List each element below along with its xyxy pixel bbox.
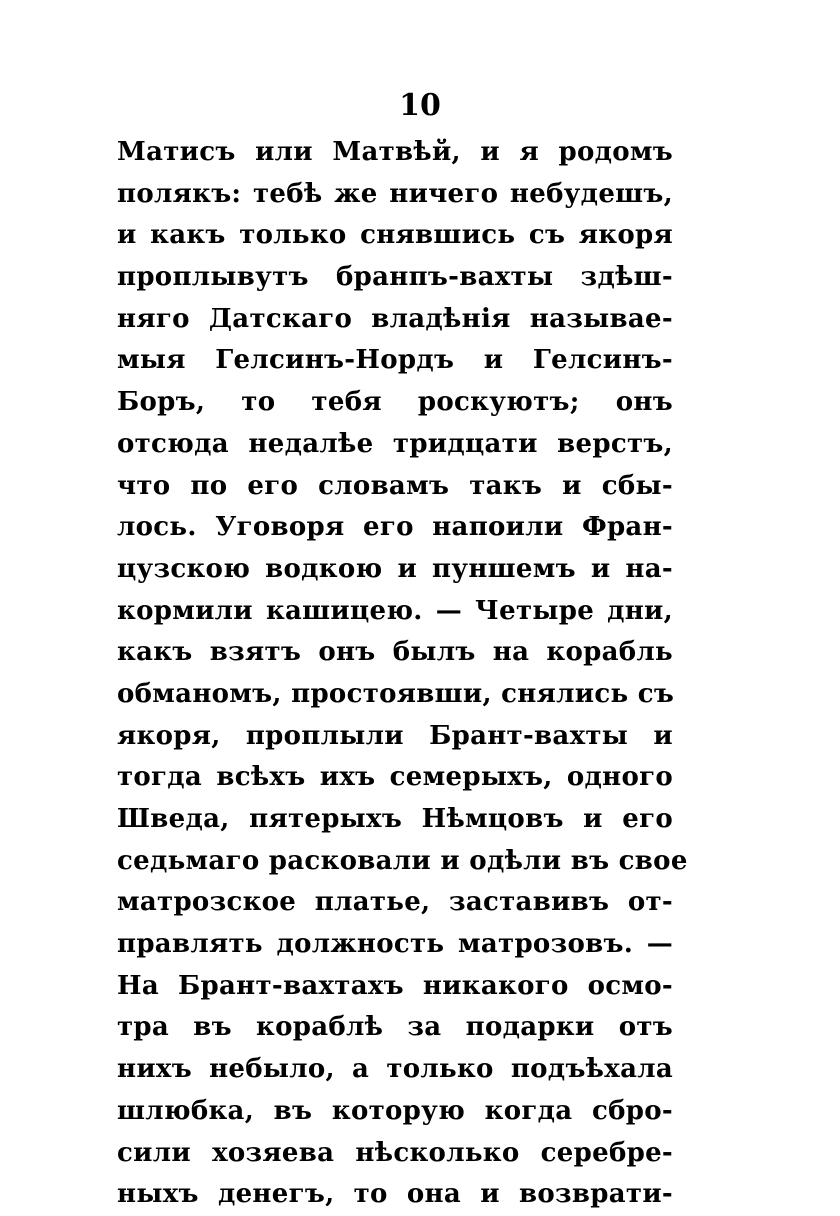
text-line: нихъ небыло, а только подъѣхала: [117, 1054, 673, 1085]
text-line: якоря, проплыли Брант-вахты и: [117, 720, 673, 751]
text-line: тогда всѣхъ ихъ семерыхъ, одного: [117, 762, 673, 793]
text-line: лось. Уговоря его напоили Фран-: [117, 512, 673, 543]
text-line: Боръ, то тебя роскуютъ; онъ: [117, 387, 673, 418]
text-line: цузскою водкою и пуншемъ и на-: [117, 553, 673, 584]
text-line: седьмаго расковали и одѣли въ свое: [117, 845, 688, 876]
body-text: [117, 132, 688, 1216]
text-line: какъ взятъ онъ былъ на корабль: [117, 637, 673, 668]
text-line: Шведа, пятерыхъ Нѣмцовъ и его: [117, 804, 673, 834]
text-line: и какъ только снявшись съ якоря: [117, 220, 673, 251]
text-line: матрозское платье, заставивъ от-: [117, 887, 673, 918]
text-line: шлюбка, въ которую когда сбро-: [117, 1095, 673, 1126]
text-line: сили хозяева нѣсколько серебре-: [117, 1137, 673, 1168]
text-line: что по его словамъ такъ и сбы-: [117, 470, 673, 501]
text-line: отсюда недалѣе тридцати верстъ,: [117, 428, 673, 459]
text-line: правлять должность матрозовъ. —: [117, 929, 673, 960]
text-line: На Брант-вахтахъ никакого осмо-: [117, 970, 673, 1001]
page-number: 10: [399, 88, 441, 123]
text-line: тра въ кораблѣ за подарки отъ: [117, 1012, 673, 1043]
text-line: полякъ: тебѣ же ничего небудешъ,: [117, 178, 673, 209]
text-line: мыя Гелсинъ-Нордъ и Гелсинъ-: [117, 345, 673, 376]
text-line: обманомъ, простоявши, снялись съ: [117, 678, 675, 709]
text-line: Матисъ или Матвѣй, и я родомъ: [117, 137, 673, 167]
text-line: ныхъ денегъ, то она и возврати-: [117, 1179, 673, 1210]
text-line: няго Датскаго владѣнія называе-: [117, 303, 673, 334]
text-line: проплывутъ бранпъ-вахты здѣш-: [117, 262, 673, 293]
text-line: кормили кашицею. — Четыре дни,: [117, 595, 673, 626]
